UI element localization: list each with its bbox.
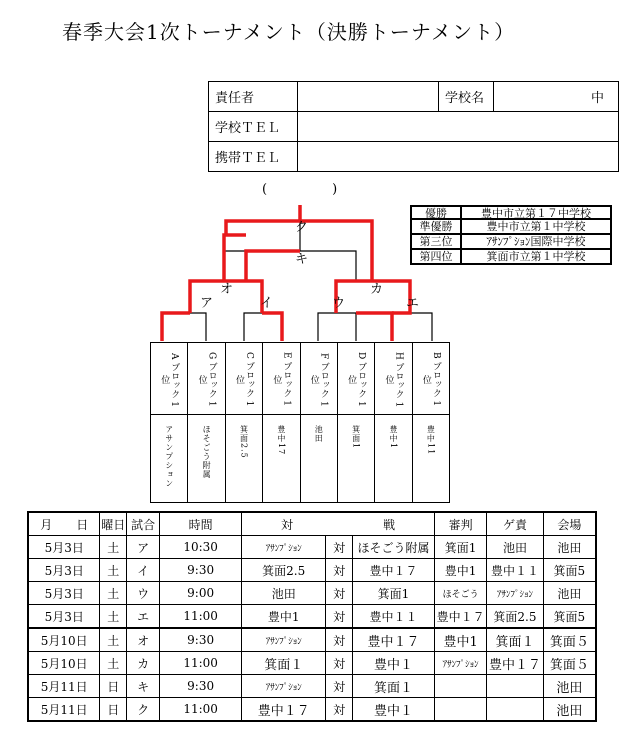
header-match — [242, 512, 435, 536]
cell-sub: 豊中１１ — [487, 559, 543, 582]
cell-time: 11:00 — [160, 652, 242, 675]
manager-field[interactable] — [298, 82, 439, 112]
header-match-right: 戦 — [383, 517, 396, 532]
cell-team1: 豊中１７ — [242, 698, 326, 722]
cell-sub — [487, 675, 543, 698]
cell-team1: 池田 — [242, 582, 326, 605]
tournament-bracket — [150, 195, 450, 345]
block-cell — [263, 343, 300, 415]
cell-team1: ｱｻﾝﾌﾟｼｮﾝ — [242, 536, 326, 559]
cell-weekday: 土 — [100, 652, 127, 675]
node-ka: カ — [370, 282, 384, 297]
results-box — [410, 205, 612, 265]
cell-team2: 箕面１ — [352, 675, 434, 698]
header-sub: ゲ責 — [487, 512, 543, 536]
team-cell — [151, 415, 188, 503]
cell-venue: 箕面５ — [543, 652, 596, 675]
block-label: B ブロック 1 位 — [420, 352, 441, 407]
node-u: ウ — [332, 296, 346, 311]
cell-venue: 池田 — [543, 536, 596, 559]
cell-date: 5月3日 — [28, 605, 100, 629]
team-name: 豊中17 — [276, 425, 286, 456]
cell-date: 5月3日 — [28, 582, 100, 605]
bracket-lines-winner — [162, 205, 410, 341]
cell-team2: 箕面1 — [352, 582, 434, 605]
cell-time: 9:30 — [160, 559, 242, 582]
result-rank: 準優勝 — [412, 220, 462, 233]
cell-weekday: 土 — [100, 628, 127, 652]
block-cell — [412, 343, 449, 415]
block-cell — [225, 343, 262, 415]
cell-game: キ — [127, 675, 160, 698]
node-a: ア — [200, 296, 214, 311]
block-label: E ブロック 1 位 — [271, 352, 292, 407]
cell-venue: 池田 — [543, 698, 596, 722]
cell-team1: ｱｻﾝﾌﾟｼｮﾝ — [242, 675, 326, 698]
cell-weekday: 日 — [100, 675, 127, 698]
cell-team2: 豊中１７ — [352, 628, 434, 652]
header-referee: 審判 — [434, 512, 486, 536]
cell-game: カ — [127, 652, 160, 675]
champion-paren: ( ) — [262, 182, 338, 197]
table-row — [28, 605, 596, 629]
cell-referee — [434, 675, 486, 698]
cell-venue: 池田 — [543, 582, 596, 605]
cell-team2: 豊中１ — [352, 652, 434, 675]
team-cell — [263, 415, 300, 503]
team-cell — [337, 415, 374, 503]
cell-team1: ｱｻﾝﾌﾟｼｮﾝ — [242, 628, 326, 652]
table-row — [28, 559, 596, 582]
cell-referee: ｱｻﾝﾌﾟｼｮﾝ — [434, 652, 486, 675]
block-label: C ブロック 1 位 — [233, 352, 254, 407]
team-name: 箕面1 — [351, 425, 361, 450]
cell-date: 5月11日 — [28, 675, 100, 698]
result-school: 豊中市立第１７中学校 — [481, 207, 591, 218]
cell-game: ウ — [127, 582, 160, 605]
header-match-left: 対 — [281, 517, 294, 532]
manager-label: 責任者 — [209, 82, 298, 112]
schedule-table — [27, 511, 597, 722]
result-row — [410, 220, 612, 235]
cell-time: 11:00 — [160, 698, 242, 722]
result-rank: 第四位 — [412, 250, 462, 263]
team-cell — [225, 415, 262, 503]
result-school: 箕面市立第１中学校 — [486, 250, 586, 263]
cell-weekday: 土 — [100, 582, 127, 605]
cell-vs: 対 — [326, 536, 353, 559]
cell-referee: 箕面1 — [434, 536, 486, 559]
cell-team1: 箕面2.5 — [242, 559, 326, 582]
team-name: ほそごう附属 — [202, 425, 212, 479]
table-row — [28, 675, 596, 698]
result-rank: 第三位 — [412, 235, 462, 248]
team-cell — [188, 415, 225, 503]
team-name: アサンプション — [164, 425, 174, 488]
cell-sub: 豊中１７ — [487, 652, 543, 675]
cell-sub: 箕面１ — [487, 628, 543, 652]
result-rank: 優勝 — [412, 207, 462, 218]
cell-team2: ほそごう附属 — [352, 536, 434, 559]
cell-vs: 対 — [326, 698, 353, 722]
school-tel-label: 学校ＴＥＬ — [209, 112, 298, 142]
cell-weekday: 土 — [100, 605, 127, 629]
cell-vs: 対 — [326, 652, 353, 675]
block-boxes — [150, 342, 450, 503]
cell-date: 5月10日 — [28, 652, 100, 675]
block-label: H ブロック 1 位 — [383, 351, 404, 408]
cell-venue: 箕面５ — [543, 628, 596, 652]
mobile-tel-label: 携帯ＴＥＬ — [209, 142, 298, 172]
cell-vs: 対 — [326, 582, 353, 605]
cell-team2: 豊中１７ — [352, 559, 434, 582]
header-game: 試合 — [127, 512, 160, 536]
cell-referee: ほそごう — [434, 582, 486, 605]
cell-weekday: 土 — [100, 559, 127, 582]
cell-referee: 豊中1 — [434, 628, 486, 652]
cell-time: 9:00 — [160, 582, 242, 605]
cell-referee: 豊中１７ — [434, 605, 486, 629]
cell-sub: 池田 — [487, 536, 543, 559]
team-name: 豊中1 — [388, 425, 398, 450]
block-cell — [188, 343, 225, 415]
cell-game: オ — [127, 628, 160, 652]
cell-sub: 箕面2.5 — [487, 605, 543, 629]
mobile-tel-field[interactable] — [298, 142, 619, 172]
header-date: 月 日 — [28, 512, 100, 536]
info-box — [208, 81, 619, 172]
cell-team1: 箕面１ — [242, 652, 326, 675]
table-row — [28, 628, 596, 652]
cell-team2: 豊中１１ — [352, 605, 434, 629]
page-title: 春季大会1次トーナメント（決勝トーナメント） — [62, 20, 516, 44]
cell-vs: 対 — [326, 605, 353, 629]
cell-date: 5月10日 — [28, 628, 100, 652]
cell-vs: 対 — [326, 628, 353, 652]
table-row — [28, 652, 596, 675]
team-cell — [412, 415, 449, 503]
result-row — [410, 205, 612, 220]
team-cell — [300, 415, 337, 503]
cell-team2: 豊中１ — [352, 698, 434, 722]
node-ku: ク — [295, 220, 309, 235]
result-school: 豊中市立第１中学校 — [486, 220, 586, 233]
header-venue: 会場 — [543, 512, 596, 536]
schedule-header — [28, 512, 596, 536]
block-label: A ブロック 1 位 — [159, 352, 180, 407]
cell-time: 10:30 — [160, 536, 242, 559]
cell-date: 5月3日 — [28, 559, 100, 582]
cell-weekday: 土 — [100, 536, 127, 559]
cell-venue: 池田 — [543, 675, 596, 698]
block-label: D ブロック 1 位 — [346, 352, 367, 407]
block-cell — [300, 343, 337, 415]
cell-game: ク — [127, 698, 160, 722]
cell-time: 9:30 — [160, 628, 242, 652]
table-row — [28, 582, 596, 605]
cell-date: 5月3日 — [28, 536, 100, 559]
cell-time: 9:30 — [160, 675, 242, 698]
cell-referee: 豊中1 — [434, 559, 486, 582]
node-i: イ — [260, 296, 274, 311]
result-row — [410, 250, 612, 265]
cell-team1: 豊中1 — [242, 605, 326, 629]
node-ki: キ — [295, 252, 309, 267]
block-cell — [151, 343, 188, 415]
cell-sub: ｱｻﾝﾌﾟｼｮﾝ — [487, 582, 543, 605]
result-row — [410, 235, 612, 250]
node-e: エ — [406, 296, 420, 311]
table-row — [28, 698, 596, 722]
header-weekday: 曜日 — [100, 512, 127, 536]
cell-referee — [434, 698, 486, 722]
table-row — [28, 536, 596, 559]
header-time: 時間 — [160, 512, 242, 536]
block-label: G ブロック 1 位 — [196, 352, 217, 407]
school-label: 学校名 — [439, 82, 494, 112]
cell-game: イ — [127, 559, 160, 582]
cell-vs: 対 — [326, 675, 353, 698]
team-name: 箕面2.5 — [239, 425, 249, 459]
cell-venue: 箕面5 — [543, 605, 596, 629]
result-school: ｱｻﾝﾌﾟｼｮﾝ国際中学校 — [486, 235, 586, 248]
cell-venue: 箕面5 — [543, 559, 596, 582]
block-cell — [375, 343, 412, 415]
team-cell — [375, 415, 412, 503]
cell-game: エ — [127, 605, 160, 629]
cell-weekday: 日 — [100, 698, 127, 722]
cell-sub — [487, 698, 543, 722]
block-cell — [337, 343, 374, 415]
cell-game: ア — [127, 536, 160, 559]
node-o: オ — [220, 282, 234, 297]
team-name: 豊中11 — [426, 425, 436, 456]
school-tel-field[interactable] — [298, 112, 619, 142]
cell-time: 11:00 — [160, 605, 242, 629]
cell-date: 5月11日 — [28, 698, 100, 722]
team-name: 池田 — [314, 425, 324, 443]
school-field[interactable]: 中 — [494, 82, 619, 112]
block-label: F ブロック 1 位 — [308, 352, 329, 407]
cell-vs: 対 — [326, 559, 353, 582]
